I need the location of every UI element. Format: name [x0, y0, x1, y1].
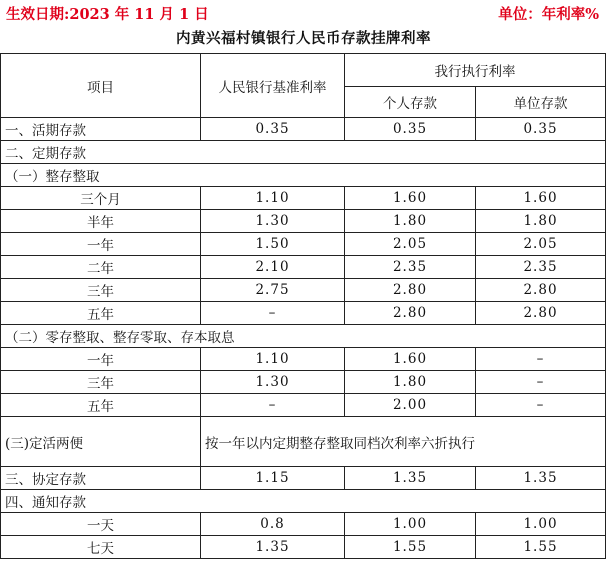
header-row [1, 54, 606, 87]
personal-rate-cell: 1.80 [345, 371, 476, 394]
personal-rate-cell: 1.60 [345, 348, 476, 371]
row-label: 三年 [1, 371, 201, 394]
row-label: (三)定活两便 [1, 417, 201, 467]
row-label: 一年 [1, 348, 201, 371]
row-label: 二年 [1, 256, 201, 279]
rate-table [0, 53, 606, 559]
base-rate-cell: 0.35 [201, 118, 345, 141]
corporate-rate-cell: – [476, 348, 606, 371]
corporate-rate-cell: 1.35 [476, 467, 606, 490]
row-label: 一、活期存款 [1, 118, 201, 141]
row-label: 三、协定存款 [1, 467, 201, 490]
base-rate-cell: 1.10 [201, 348, 345, 371]
table-row [1, 394, 606, 417]
subsection-label: （二）零存整取、整存零取、存本取息 [1, 325, 606, 348]
col-header-item: 项目 [1, 54, 201, 118]
personal-rate-cell: 2.80 [345, 279, 476, 302]
col-header-base-rate: 人民银行基准利率 [201, 54, 345, 118]
section-row [1, 325, 606, 348]
effective-date: 生效日期:2023 年 11 月 1 日 [6, 6, 209, 23]
table-row [1, 417, 606, 467]
corporate-rate-cell: 1.00 [476, 513, 606, 536]
personal-rate-cell: 1.60 [345, 187, 476, 210]
corporate-rate-cell: 0.35 [476, 118, 606, 141]
personal-rate-cell: 2.80 [345, 302, 476, 325]
section-label: 四、通知存款 [1, 490, 606, 513]
table-row [1, 233, 606, 256]
base-rate-cell: 0.8 [201, 513, 345, 536]
corporate-rate-cell: 2.35 [476, 256, 606, 279]
row-label: 五年 [1, 394, 201, 417]
section-label: 二、定期存款 [1, 141, 606, 164]
corporate-rate-cell: 1.80 [476, 210, 606, 233]
personal-rate-cell: 2.05 [345, 233, 476, 256]
personal-rate-cell: 2.00 [345, 394, 476, 417]
corporate-rate-cell: 2.80 [476, 302, 606, 325]
row-label: 一年 [1, 233, 201, 256]
corporate-rate-cell: 1.55 [476, 536, 606, 559]
section-row [1, 141, 606, 164]
table-row [1, 536, 606, 559]
row-label: 三个月 [1, 187, 201, 210]
section-row [1, 490, 606, 513]
col-header-corporate: 单位存款 [476, 87, 606, 118]
base-rate-cell: 1.30 [201, 371, 345, 394]
unit-label: 单位：年利率% [498, 6, 599, 23]
row-label: 三年 [1, 279, 201, 302]
corporate-rate-cell: 2.05 [476, 233, 606, 256]
base-rate-cell: 2.10 [201, 256, 345, 279]
page-title: 内黄兴福村镇银行人民币存款挂牌利率 [176, 30, 431, 47]
personal-rate-cell: 1.00 [345, 513, 476, 536]
table-row [1, 256, 606, 279]
subsection-label: （一）整存整取 [1, 164, 606, 187]
col-header-personal: 个人存款 [345, 87, 476, 118]
corporate-rate-cell: 1.60 [476, 187, 606, 210]
row-label: 半年 [1, 210, 201, 233]
table-row [1, 210, 606, 233]
corporate-rate-cell: – [476, 371, 606, 394]
personal-rate-cell: 1.55 [345, 536, 476, 559]
base-rate-cell: 1.35 [201, 536, 345, 559]
personal-rate-cell: 1.35 [345, 467, 476, 490]
corporate-rate-cell: 2.80 [476, 279, 606, 302]
table-row [1, 118, 606, 141]
base-rate-cell: 1.50 [201, 233, 345, 256]
flexible-rate-note: 按一年以内定期整存整取同档次利率六折执行 [201, 417, 606, 467]
table-row [1, 279, 606, 302]
base-rate-cell: 1.30 [201, 210, 345, 233]
base-rate-cell: – [201, 394, 345, 417]
table-row [1, 348, 606, 371]
table-row [1, 371, 606, 394]
personal-rate-cell: 0.35 [345, 118, 476, 141]
section-row [1, 164, 606, 187]
table-row [1, 467, 606, 490]
table-row [1, 513, 606, 536]
personal-rate-cell: 1.80 [345, 210, 476, 233]
table-row [1, 302, 606, 325]
corporate-rate-cell: – [476, 394, 606, 417]
personal-rate-cell: 2.35 [345, 256, 476, 279]
base-rate-cell: 1.15 [201, 467, 345, 490]
base-rate-cell: 2.75 [201, 279, 345, 302]
row-label: 七天 [1, 536, 201, 559]
top-line [0, 0, 607, 24]
row-label: 一天 [1, 513, 201, 536]
col-header-bank-rate: 我行执行利率 [345, 54, 606, 87]
base-rate-cell: – [201, 302, 345, 325]
base-rate-cell: 1.10 [201, 187, 345, 210]
row-label: 五年 [1, 302, 201, 325]
table-row [1, 187, 606, 210]
